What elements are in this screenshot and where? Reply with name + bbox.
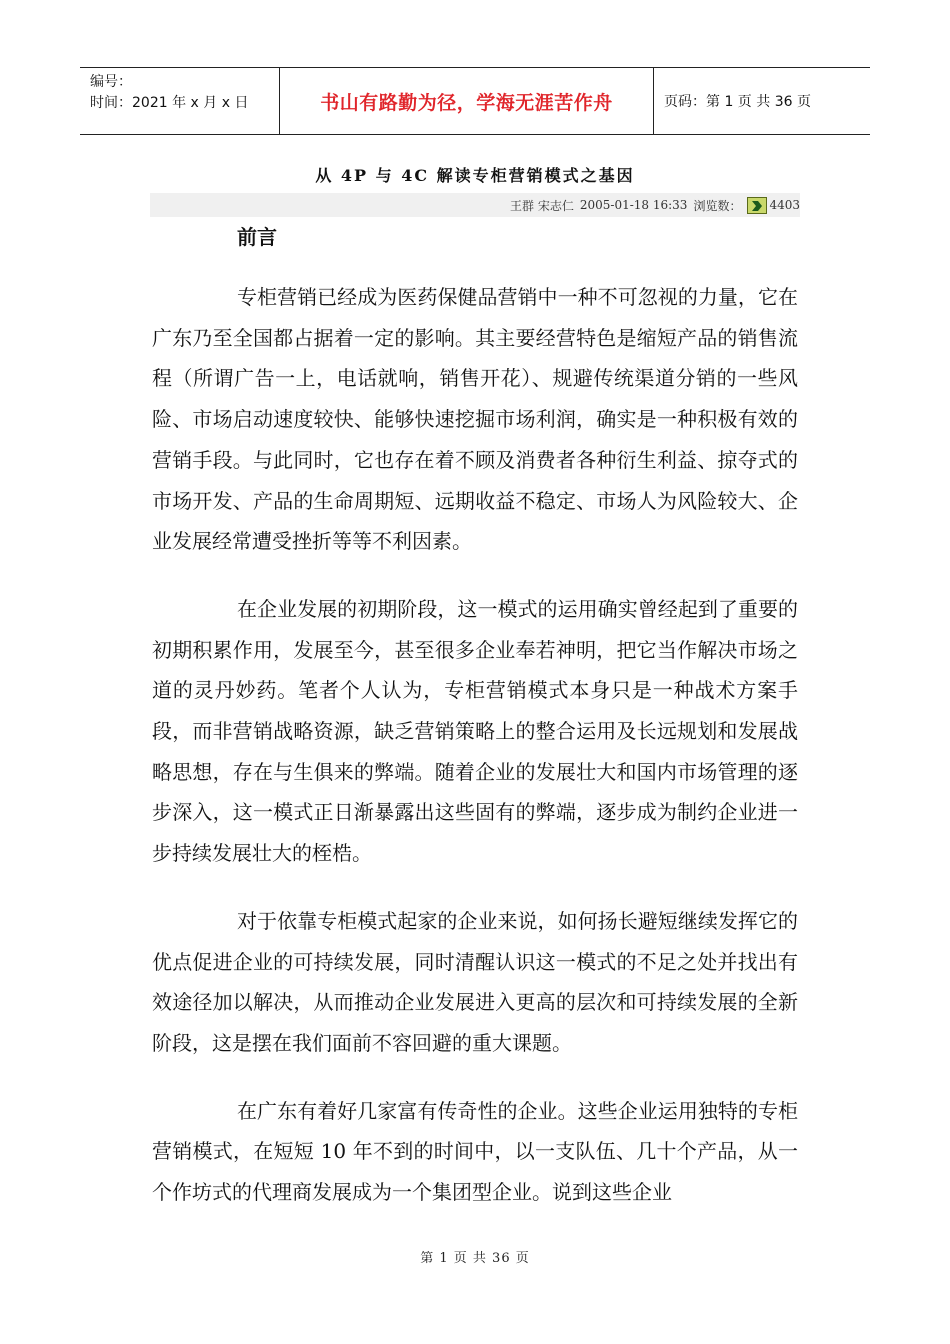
page-footer: 第 1 页 共 36 页	[420, 1251, 530, 1266]
body-paragraph: 在广东有着好几家富有传奇性的企业。这些企业运用独特的专柜营销模式，在短短 10 年不到的时间中，以一支队伍、几十个产品，从一个作坊式的代理商发展成为一个集团型企业。说到这些企业	[152, 1098, 798, 1205]
section-heading: 前言	[237, 225, 277, 249]
article-authors: 王群 宋志仁	[510, 198, 574, 213]
header-motto: 书山有路勤为径，学海无涯苦作舟	[280, 68, 654, 134]
article-title: 从 4P 与 4C 解读专柜营销模式之基因	[315, 166, 635, 185]
header-left-cell	[80, 68, 280, 134]
time-label: 时间：2021 年 x 月 x 日	[90, 95, 249, 111]
document-header	[80, 67, 870, 135]
body-paragraph: 在企业发展的初期阶段，这一模式的运用确实曾经起到了重要的初期积累作用，发展至今，甚至很多企业奉若神明，把它当作解决市场之道的灵丹妙药。笔者个人认为，专柜营销模式本身只是一种战术方案手段，而非营销战略资源，缺乏营销策略上的整合运用及长远规划和发展战略思想，存在与生俱来的弊端。随着企业的发展壮大和国内市场管理的逐步深入，这一模式正日渐暴露出这些固有的弊端，逐步成为制约企业进一步持续发展壮大的桎梏。	[152, 596, 798, 866]
article-datetime: 2005-01-18 16:33	[579, 198, 688, 212]
views-label: 浏览数：	[693, 198, 742, 213]
header-page-info: 页码：第 1 页 共 36 页	[664, 94, 811, 110]
article-body	[152, 277, 798, 1240]
views-icon	[747, 197, 767, 214]
body-paragraph: 对于依靠专柜模式起家的企业来说，如何扬长避短继续发挥它的优点促进企业的可持续发展，同时清醒认识这一模式的不足之处并找出有效途径加以解决，从而推动企业发展进入更高的层次和可持续发展的全新阶段，这是摆在我们面前不容回避的重大课题。	[152, 908, 798, 1055]
number-label: 编号：	[90, 74, 132, 90]
article-meta-bar	[150, 193, 800, 217]
views-count: 4403	[769, 198, 800, 212]
body-paragraph: 专柜营销已经成为医药保健品营销中一种不可忽视的力量，它在广东乃至全国都占据着一定的影响。其主要经营特色是缩短产品的销售流程（所谓广告一上，电话就响，销售开花）、规避传统渠道分销的一些风险、市场启动速度较快、能够快速挖掘市场利润，确实是一种积极有效的营销手段。与此同时，它也存在着不顾及消费者各种衍生利益、掠夺式的市场开发、产品的生命周期短、远期收益不稳定、市场人为风险较大、企业发展经常遭受挫折等等不利因素。	[152, 285, 798, 554]
